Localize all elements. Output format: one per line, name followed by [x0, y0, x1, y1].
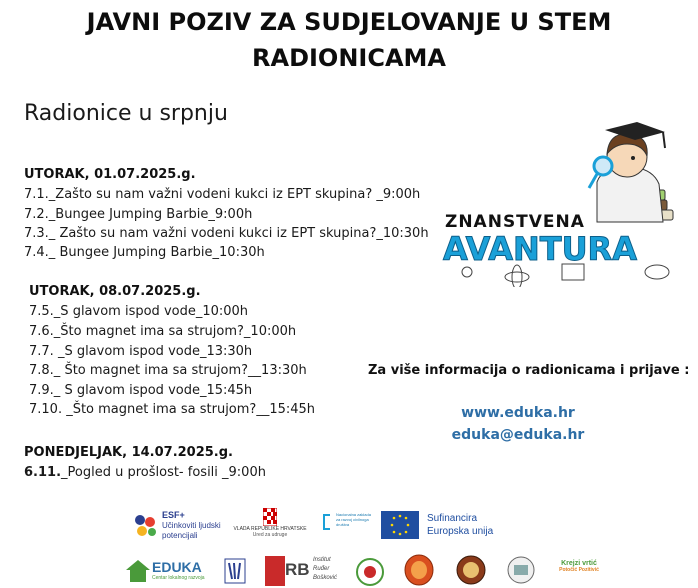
session-7-6: 7.6._Što magnet ima sa strujom?_10:00h — [29, 324, 297, 339]
irb-text-3: Bošković — [313, 575, 338, 581]
day-heading-3: PONEDJELJAK, 14.07.2025.g. — [24, 445, 233, 460]
government-text-2: Ured za udruge — [252, 532, 288, 538]
eduka-name: EDUKA — [152, 559, 202, 575]
partner-badge-brown-icon — [455, 554, 487, 586]
government-logo — [230, 508, 310, 544]
session-7-7: 7.7. _S glavom ispod vode_13:30h — [29, 344, 253, 359]
session-6-11-text: _Pogled u prošlost- fosili _9:00h — [61, 465, 266, 480]
day-heading-2: UTORAK, 08.07.2025.g. — [29, 284, 201, 299]
partner-badge-green-icon — [355, 557, 385, 587]
session-7-9: 7.9._ S glavom ispod vode_15:45h — [29, 383, 253, 398]
esf-text-1: Učinkoviti ljudski — [162, 521, 221, 530]
government-text-1: VLADA REPUBLIKE HRVATSKE — [233, 526, 307, 532]
session-6-11 — [24, 465, 266, 480]
foundation-bracket-icon — [322, 514, 334, 530]
website-link[interactable]: www.eduka.hr — [461, 405, 575, 421]
partner-badge-orange-icon — [404, 554, 434, 586]
partner-logo-blue-stripes-icon — [224, 558, 246, 584]
krejzi-text-1: Krejzi vrtić — [561, 560, 597, 567]
esf-title: ESF+ — [162, 510, 185, 520]
eu-logo — [381, 511, 507, 541]
esf-text-2: potencijali — [162, 531, 198, 540]
page-title — [0, 4, 698, 76]
title-line-1: JAVNI POZIV ZA SUDJELOVANJE U STEM — [86, 8, 612, 36]
eduka-tagline: Centar lokalnog razvoja — [152, 575, 205, 581]
email-link[interactable]: eduka@eduka.hr — [451, 427, 585, 443]
session-7-4: 7.4._ Bungee Jumping Barbie_10:30h — [24, 245, 265, 260]
krejzi-text-2: Potočić Pozitivić — [559, 567, 599, 573]
irb-text-1: Institut — [313, 557, 331, 563]
session-7-1: 7.1._Zašto su nam važni vodeni kukci iz EPT skupina? _9:00h — [24, 187, 421, 202]
title-line-2: RADIONICAMA — [252, 44, 446, 72]
partner-badge-school-icon — [506, 555, 536, 585]
krejzi-vrtic-logo — [553, 560, 605, 582]
croatian-coat-of-arms-icon — [263, 508, 277, 526]
subtitle: Radionice u srpnju — [24, 101, 228, 126]
session-6-11-prefix: 6.11. — [24, 465, 62, 480]
irb-logo — [265, 556, 345, 586]
eu-text-1: Sufinancira — [427, 513, 478, 524]
irb-letters: RB — [285, 560, 310, 579]
session-7-5: 7.5._S glavom ispod vode_10:00h — [29, 304, 249, 319]
info-title: Za više informacija o radionicama i prijave : — [368, 363, 690, 378]
day-heading-1: UTORAK, 01.07.2025.g. — [24, 167, 196, 182]
eduka-house-icon — [126, 560, 150, 582]
session-7-10: 7.10. _Što magnet ima sa strujom?__15:45h — [29, 402, 316, 417]
esf-emblem-icon — [132, 512, 158, 538]
session-7-8: 7.8._ Što magnet ima sa strujom?__13:30h — [29, 363, 307, 378]
eduka-logo — [126, 558, 210, 584]
eu-text-2: Europska unija — [427, 526, 494, 537]
eu-flag-icon — [381, 511, 419, 539]
brand-line-2: AVANTURA — [443, 230, 637, 268]
esf-logo — [132, 510, 242, 542]
foundation-text: Nacionalna zaklada za razvoj civilnoga društva — [336, 512, 371, 527]
foundation-logo — [322, 510, 374, 542]
znanstvena-avantura-logo — [437, 122, 687, 287]
session-7-2: 7.2._Bungee Jumping Barbie_9:00h — [24, 207, 253, 222]
irb-text-2: Ruđer — [313, 566, 330, 572]
session-7-3: 7.3._ Zašto su nam važni vodeni kukci iz EPT skupina?_10:30h — [24, 226, 429, 241]
brand-line-1: ZNANSTVENA — [445, 212, 585, 232]
